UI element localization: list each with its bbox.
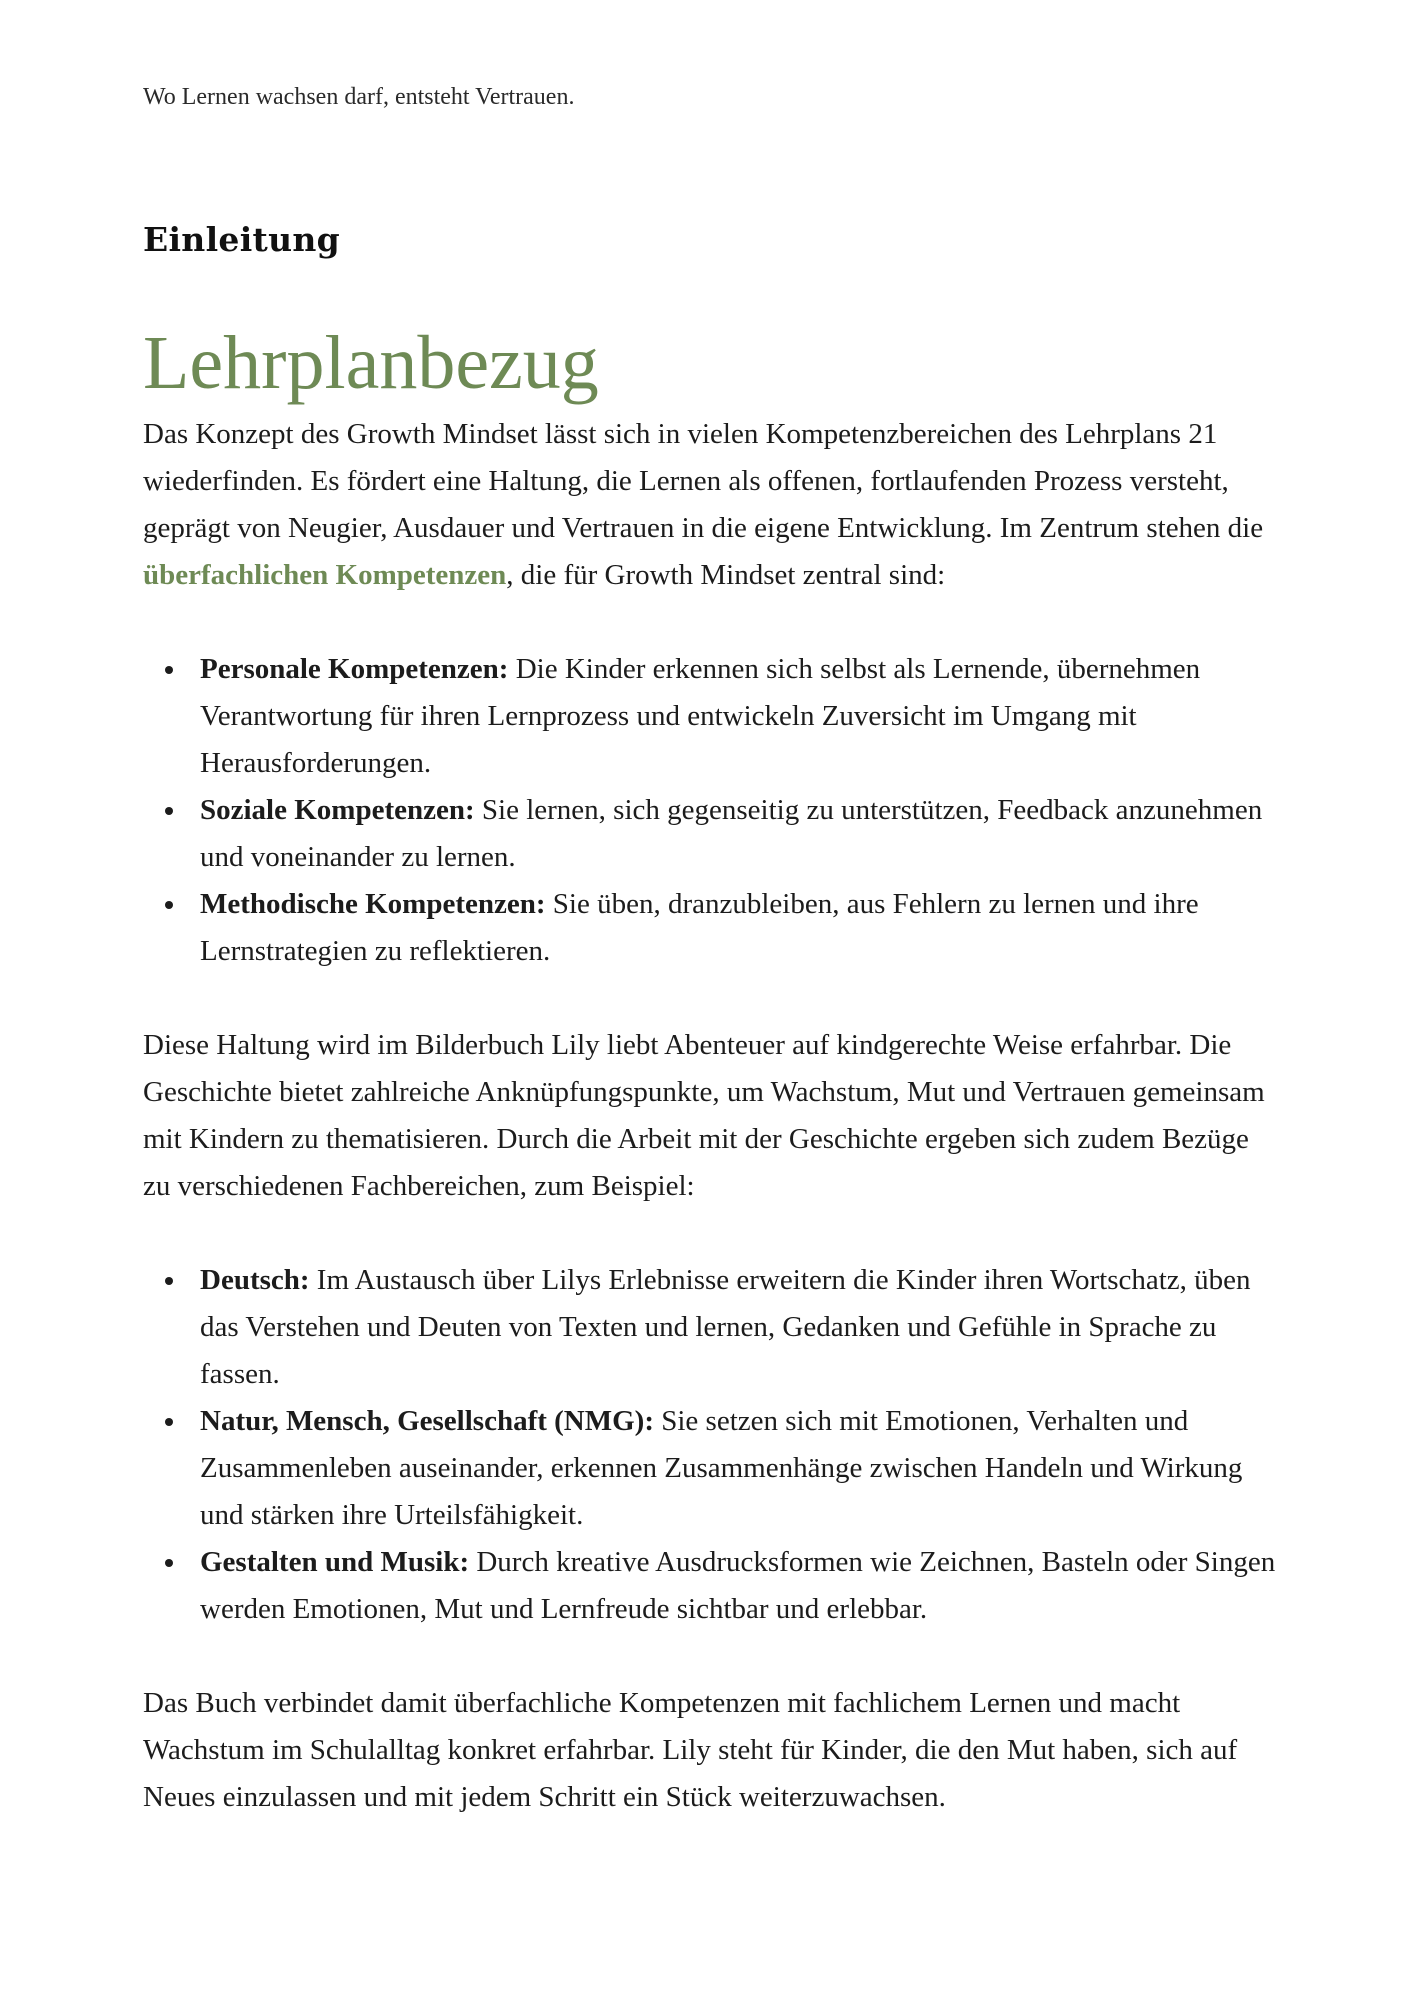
middle-paragraph: Diese Haltung wird im Bilderbuch Lily liebt Abenteuer auf kindgerechte Weise erfahrbar. Die Geschichte bietet zahlreiche Anknüpfungspunkte, um Wachstum, Mut und Vertrauen gemeinsam mit Kindern zu thematisieren. Durch die Arbeit mit der Geschichte ergeben sich zudem Bezüge zu verschiedenen Fachbereichen, zum Beispiel: bbox=[143, 1029, 1265, 1202]
list-item bbox=[143, 1539, 1283, 1633]
bullet-icon bbox=[165, 666, 173, 674]
list-item-term: Gestalten und Musik: bbox=[200, 1546, 470, 1578]
list-item-text: Die Kinder erkennen sich selbst als Lernende, übernehmen Verantwortung für ihren Lernprozess und entwickeln Zuversicht im Umgang mit Herausforderungen. bbox=[200, 653, 1201, 779]
list-item-text: Sie lernen, sich gegenseitig zu unterstützen, Feedback anzunehmen und voneinander zu lernen. bbox=[200, 794, 1263, 873]
intro-text-before: Das Konzept des Growth Mindset lässt sich in vielen Kompetenzbereichen des Lehrplans 21 wiederfinden. Es fördert eine Haltung, die Lernen als offenen, fortlaufenden Prozess versteht, geprägt von Neugier, Ausdauer und Vertrauen in die eigene Entwicklung. Im Zentrum stehen die bbox=[143, 418, 1264, 544]
list-item-term: Personale Kompetenzen: bbox=[200, 653, 509, 685]
bullet-icon bbox=[165, 807, 173, 815]
list-item bbox=[143, 646, 1283, 787]
list-item-text: Sie üben, dranzubleiben, aus Fehlern zu lernen und ihre Lernstrategien zu reflektieren. bbox=[200, 888, 1199, 967]
main-content bbox=[143, 411, 1283, 1821]
header-tagline: Wo Lernen wachsen darf, entsteht Vertrauen. bbox=[143, 84, 575, 110]
list-item bbox=[143, 787, 1283, 881]
list-item-text: Durch kreative Ausdrucksformen wie Zeichnen, Basteln oder Singen werden Emotionen, Mut und Lernfreude sichtbar und erlebbar. bbox=[200, 1546, 1276, 1625]
list-item-term: Natur, Mensch, Gesellschaft (NMG): bbox=[200, 1405, 654, 1437]
bullet-icon bbox=[165, 1559, 173, 1567]
intro-paragraph bbox=[143, 411, 1283, 599]
list-item bbox=[143, 1398, 1283, 1539]
list-item-term: Methodische Kompetenzen: bbox=[200, 888, 546, 920]
intro-text-after: , die für Growth Mindset zentral sind: bbox=[506, 559, 946, 591]
intro-highlight: überfachlichen Kompetenzen bbox=[143, 559, 507, 591]
bullet-icon bbox=[165, 1277, 173, 1285]
section-label: Einleitung bbox=[143, 220, 341, 259]
subjects-list bbox=[143, 1257, 1283, 1633]
bullet-icon bbox=[165, 1418, 173, 1426]
list-item bbox=[143, 1257, 1283, 1398]
competencies-list bbox=[143, 646, 1283, 975]
page-title: Lehrplanbezug bbox=[143, 321, 599, 405]
bullet-icon bbox=[165, 901, 173, 909]
conclusion-paragraph: Das Buch verbindet damit überfachliche Kompetenzen mit fachlichem Lernen und macht Wachstum im Schulalltag konkret erfahrbar. Lily steht für Kinder, die den Mut haben, sich auf Neues einzulassen und mit jedem Schritt ein Stück weiterzuwachsen. bbox=[143, 1687, 1238, 1813]
list-item-text: Sie setzen sich mit Emotionen, Verhalten und Zusammenleben auseinander, erkennen Zusammenhänge zwischen Handeln und Wirkung und stärken ihre Urteilsfähigkeit. bbox=[200, 1405, 1243, 1531]
list-item-term: Soziale Kompetenzen: bbox=[200, 794, 475, 826]
list-item-text: Im Austausch über Lilys Erlebnisse erweitern die Kinder ihren Wortschatz, üben das Verstehen und Deuten von Texten und lernen, Gedanken und Gefühle in Sprache zu fassen. bbox=[200, 1264, 1251, 1390]
list-item bbox=[143, 881, 1283, 975]
list-item-term: Deutsch: bbox=[200, 1264, 310, 1296]
